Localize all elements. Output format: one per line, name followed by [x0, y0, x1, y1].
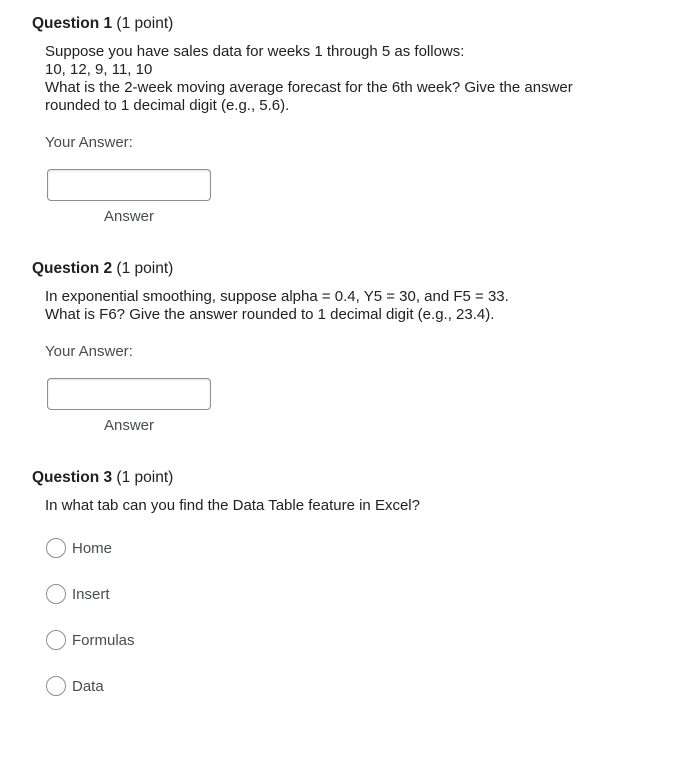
- question-3-text: [45, 497, 652, 515]
- question-text-line: rounded to 1 decimal digit (e.g., 5.6).: [45, 97, 290, 114]
- your-answer-label: Your Answer:: [45, 134, 133, 151]
- question-2-answer-input[interactable]: [47, 378, 211, 410]
- question-text-line: 10, 12, 9, 11, 10: [45, 61, 153, 78]
- question-text-line: Suppose you have sales data for weeks 1 through 5 as follows:: [45, 43, 465, 60]
- question-2-text: [45, 288, 652, 324]
- question-text-line: What is the 2-week moving average forecast for the 6th week? Give the answer: [45, 79, 573, 96]
- question-3-title: [32, 468, 652, 488]
- question-points: (1 point): [116, 260, 174, 277]
- question-1: [32, 14, 652, 226]
- question-text-line: In exponential smoothing, suppose alpha = 0.4, Y5 = 30, and F5 = 33.: [45, 288, 509, 305]
- question-3: [32, 468, 652, 721]
- option-label: Formulas: [72, 631, 135, 649]
- question-number: Question 2: [32, 260, 113, 277]
- option-formulas[interactable]: [46, 629, 652, 651]
- question-number: Question 1: [32, 15, 113, 32]
- question-points: (1 point): [116, 15, 174, 32]
- question-1-title: [32, 14, 652, 34]
- radio-button[interactable]: [46, 584, 66, 604]
- question-1-text: [45, 43, 652, 115]
- question-1-answer-input[interactable]: [47, 169, 211, 201]
- your-answer-label: Your Answer:: [45, 343, 133, 360]
- answer-caption: Answer: [104, 208, 155, 225]
- question-text-line: What is F6? Give the answer rounded to 1 decimal digit (e.g., 23.4).: [45, 306, 495, 323]
- question-points: (1 point): [116, 469, 174, 486]
- radio-button[interactable]: [46, 630, 66, 650]
- question-3-options: [46, 537, 652, 697]
- question-text-line: In what tab can you find the Data Table feature in Excel?: [45, 497, 420, 514]
- radio-button[interactable]: [46, 676, 66, 696]
- option-data[interactable]: [46, 675, 652, 697]
- option-home[interactable]: [46, 537, 652, 559]
- question-number: Question 3: [32, 469, 113, 486]
- option-label: Insert: [72, 585, 110, 603]
- option-label: Data: [72, 677, 104, 695]
- question-2: [32, 259, 652, 435]
- radio-button[interactable]: [46, 538, 66, 558]
- option-label: Home: [72, 539, 113, 557]
- question-2-title: [32, 259, 652, 279]
- answer-caption: Answer: [104, 417, 155, 434]
- option-insert[interactable]: [46, 583, 652, 605]
